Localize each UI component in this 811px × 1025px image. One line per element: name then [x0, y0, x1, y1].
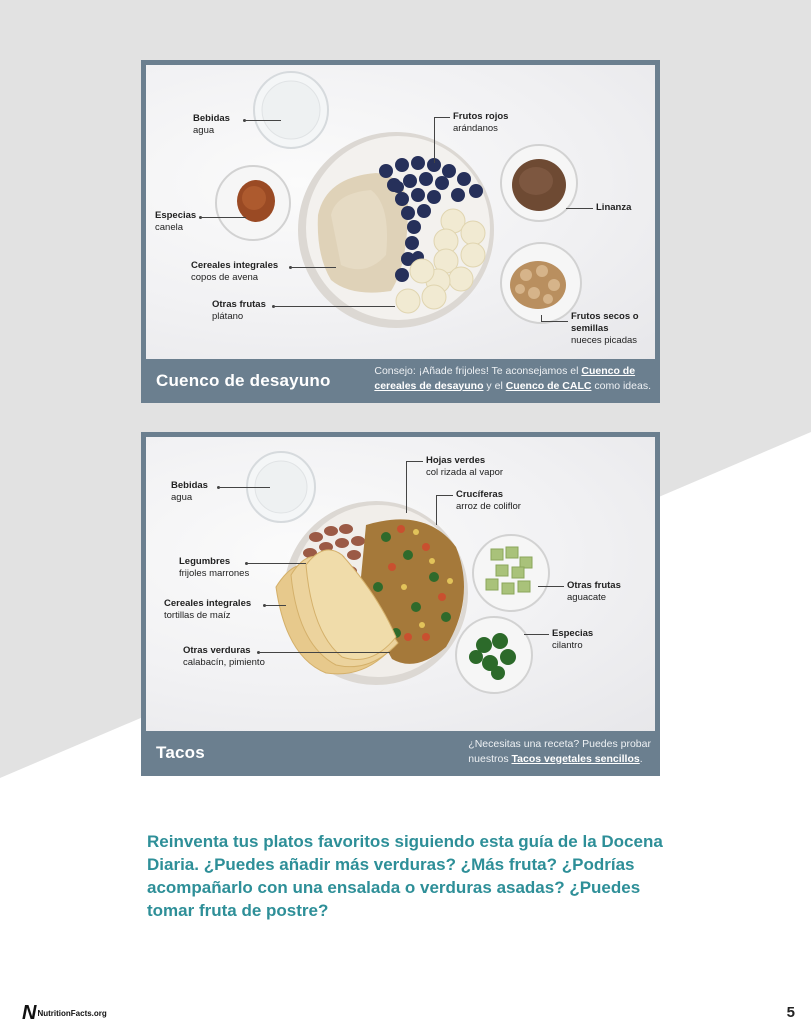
- link-cuenco-cereales[interactable]: Cuenco de: [581, 365, 636, 377]
- label-legumbres: Legumbres frijoles marrones: [179, 556, 250, 579]
- label-frutos-rojos: Frutos rojos arándanos: [453, 111, 509, 134]
- label-otras-frutas: Otras frutas aguacate: [567, 580, 621, 603]
- leader-line: [434, 117, 450, 118]
- link-tacos-vegetales[interactable]: Tacos vegetales sencillos: [511, 752, 640, 765]
- label-otras-frutas: Otras frutas plátano: [212, 299, 266, 322]
- breakfast-caption-bar: [146, 359, 655, 403]
- card-tip: ¿Necesitas una receta? Puedes probar nuestros Tacos vegetales sencillos.: [468, 738, 651, 765]
- label-especias: Especias cilantro: [552, 628, 594, 651]
- leader-line: [292, 267, 336, 268]
- leader-line: [246, 120, 281, 121]
- leader-line: [566, 208, 593, 209]
- label-linanza: Linanza: [596, 202, 632, 213]
- tacos-card: [141, 432, 660, 776]
- leader-line: [275, 306, 395, 307]
- leader-line: [434, 117, 435, 163]
- card-tip: Consejo: ¡Añade frijoles! Te aconsejamos el Cuenco de cereales de desayuno y el Cuenco de CALC como ideas.: [374, 365, 651, 392]
- logo-mark-icon: N: [22, 1001, 35, 1024]
- label-otras-verduras: Otras verduras calabacín, pimiento: [183, 645, 265, 668]
- leader-line: [220, 487, 270, 488]
- logo-text: NutritionFacts.org: [37, 1008, 107, 1018]
- leader-line: [260, 652, 390, 653]
- nutritionfacts-logo[interactable]: [22, 1003, 107, 1023]
- tacos-caption-bar: [146, 731, 655, 775]
- label-bebidas: Bebidas agua: [171, 480, 208, 503]
- page-number: 5: [786, 1004, 795, 1021]
- leader-line: [202, 217, 246, 218]
- leader-line: [538, 586, 564, 587]
- tacos-photo: [146, 437, 655, 731]
- breakfast-bowl-photo: [146, 65, 655, 359]
- leader-line: [248, 563, 306, 564]
- leader-line: [406, 461, 407, 513]
- leader-line: [524, 634, 549, 635]
- leader-line: [436, 495, 453, 496]
- card-title: Cuenco de desayuno: [156, 371, 331, 390]
- leader-line: [436, 495, 437, 525]
- label-frutos-secos: Frutos secos o semillas nueces picadas: [571, 311, 639, 346]
- label-especias: Especias canela: [155, 210, 197, 233]
- headline-text: Reinventa tus platos favoritos siguiendo esta guía de la Docena Diaria. ¿Puedes añadir más verduras? ¿Más fruta? ¿Podrías acompañarlo con una ensalada o verduras asadas? ¿Puedes tomar fruta de postre?: [147, 832, 663, 920]
- label-cruciferas: Crucíferas arroz de coliflor: [456, 489, 521, 512]
- label-bebidas: Bebidas agua: [193, 113, 230, 136]
- leader-line: [541, 321, 568, 322]
- label-cereales: Cereales integrales tortillas de maíz: [164, 598, 252, 621]
- label-hojas-verdes: Hojas verdes col rizada al vapor: [426, 455, 504, 478]
- label-cereales: Cereales integrales copos de avena: [191, 260, 279, 283]
- leader-line: [266, 605, 286, 606]
- leader-line: [406, 461, 423, 462]
- breakfast-bowl-card: [141, 60, 660, 403]
- link-cuenco-cereales-cont[interactable]: cereales de desayuno: [374, 379, 484, 392]
- card-title: Tacos: [156, 743, 205, 762]
- link-cuenco-calc[interactable]: Cuenco de CALC: [505, 379, 592, 392]
